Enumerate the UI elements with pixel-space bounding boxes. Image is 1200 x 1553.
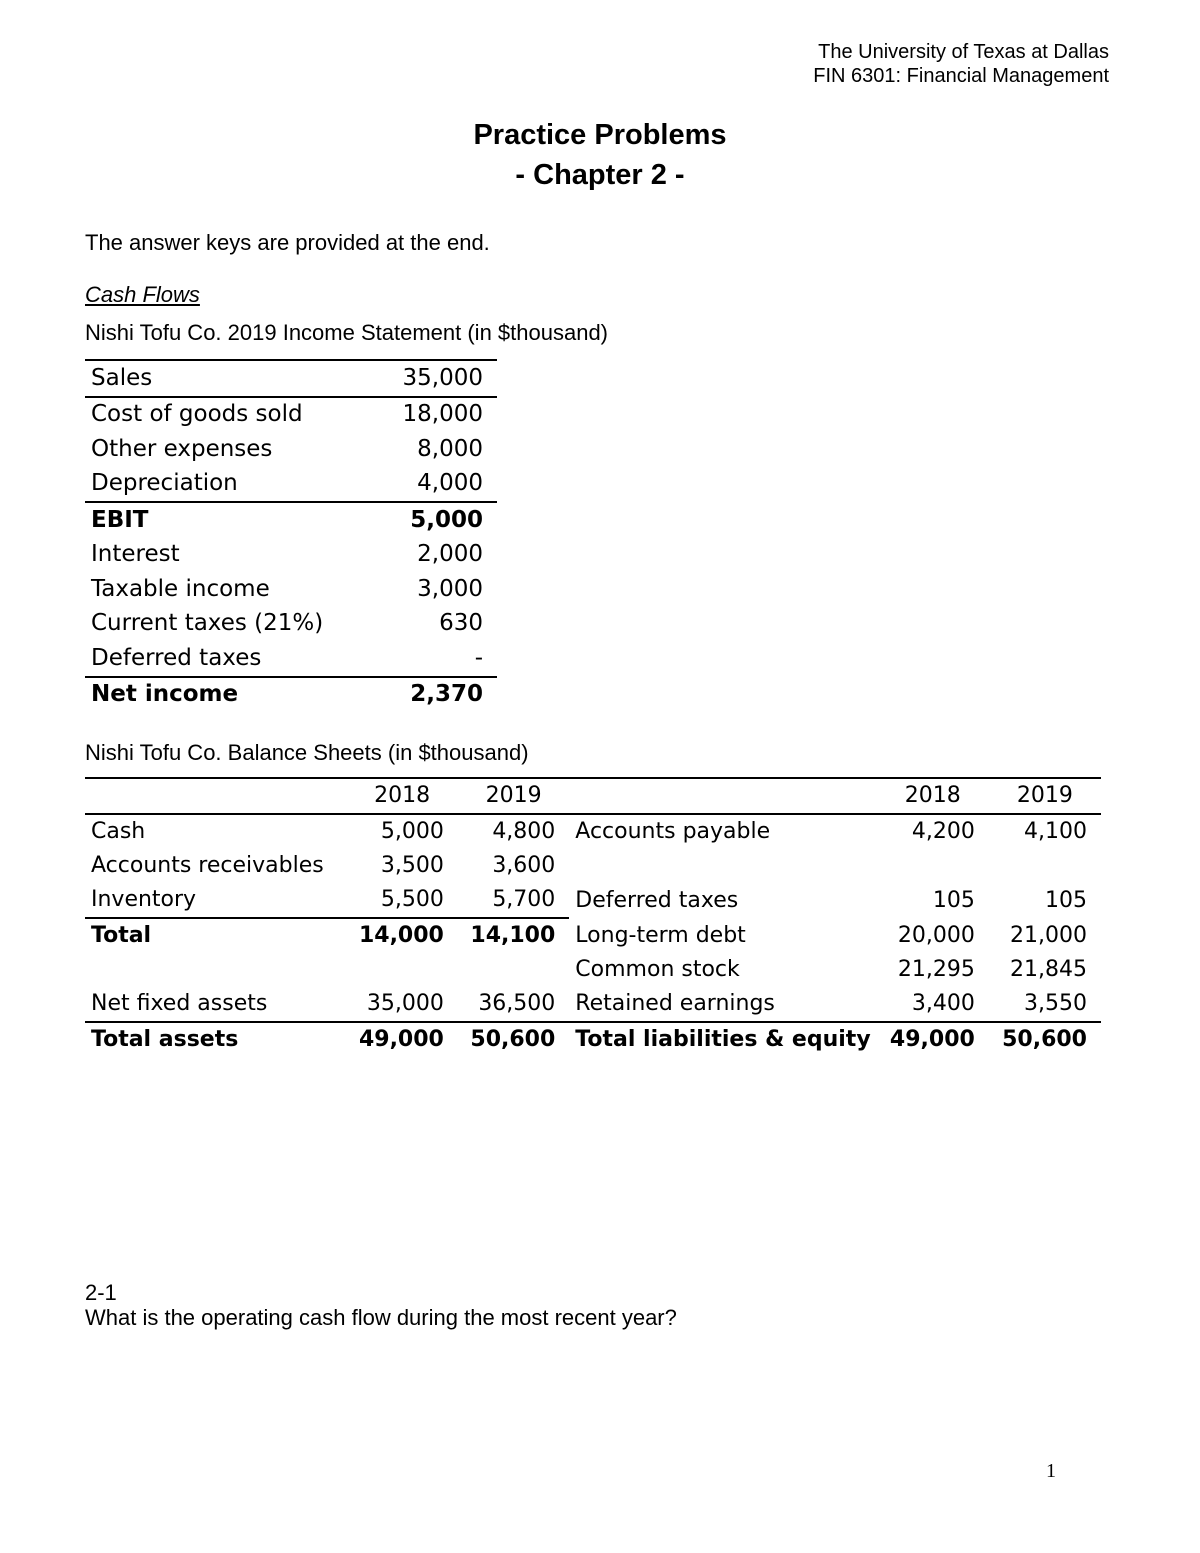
income-statement-table <box>85 359 497 712</box>
row-value: 4,000 <box>377 467 497 503</box>
row-label: EBIT <box>91 506 149 533</box>
asset-2019: 4,800 <box>492 819 556 844</box>
asset-2018: 5,000 <box>380 819 444 844</box>
liability-2019: 21,000 <box>1010 922 1087 948</box>
table-row <box>85 953 1101 987</box>
page-title <box>0 115 1200 195</box>
row-label: Other expenses <box>91 435 273 462</box>
liability-2019: 4,100 <box>1024 819 1087 844</box>
table-row <box>85 572 497 607</box>
table-row <box>85 538 497 573</box>
liability-2018 <box>877 849 989 883</box>
row-label: Cost of goods sold <box>91 401 303 428</box>
asset-2019: 14,100 <box>470 923 556 948</box>
asset-2018 <box>346 953 457 987</box>
liability-label: Total liabilities & equity <box>569 1022 876 1057</box>
question-text: What is the operating cash flow during the most recent year? <box>85 1305 677 1330</box>
title-line-2: - Chapter 2 - <box>515 159 685 191</box>
table-header-row <box>85 778 1101 814</box>
asset-label <box>85 953 346 987</box>
table-row <box>85 1022 1101 1057</box>
liability-2019: 105 <box>1045 887 1087 913</box>
row-label: Depreciation <box>85 467 377 503</box>
asset-label: Inventory <box>85 883 346 918</box>
asset-2019: 5,700 <box>458 883 569 918</box>
liability-label: Retained earnings <box>575 991 775 1016</box>
table-row <box>85 360 497 397</box>
document-header <box>813 40 1109 88</box>
liability-2018: 105 <box>932 887 975 913</box>
liability-2019: 21,845 <box>1010 957 1087 982</box>
liability-label: Deferred taxes <box>575 887 739 913</box>
table-row <box>85 883 1101 918</box>
liability-2018: 4,200 <box>911 819 975 844</box>
table-row <box>85 814 1101 849</box>
asset-2019: 50,600 <box>458 1022 569 1057</box>
row-label: Taxable income <box>91 575 270 602</box>
intro-text: The answer keys are provided at the end. <box>85 230 490 255</box>
title-line-1: Practice Problems <box>473 119 727 151</box>
asset-label: Accounts receivables <box>91 853 324 878</box>
course-name: FIN 6301: Financial Management <box>813 65 1109 87</box>
row-value: 2,000 <box>417 541 483 568</box>
asset-2018: 14,000 <box>358 923 444 948</box>
row-label: Interest <box>91 541 180 568</box>
page-number: 1 <box>1046 1460 1056 1482</box>
table-row <box>85 432 497 467</box>
row-label: Current taxes (21%) <box>91 610 324 637</box>
liability-2019: 50,600 <box>989 1022 1101 1057</box>
asset-2018: 3,500 <box>380 853 444 878</box>
row-value: 18,000 <box>402 401 483 428</box>
table-row <box>85 397 497 433</box>
row-value: - <box>377 641 497 677</box>
liability-2018: 3,400 <box>911 991 975 1016</box>
liability-label: Accounts payable <box>575 819 771 844</box>
table-row <box>85 502 497 538</box>
asset-label: Total assets <box>85 1022 346 1057</box>
liability-2018: 49,000 <box>877 1022 989 1057</box>
liability-2018: 20,000 <box>897 922 975 948</box>
row-value: 2,370 <box>410 681 483 708</box>
asset-2019: 3,600 <box>492 853 556 878</box>
liability-label: Common stock <box>575 957 740 982</box>
table-row <box>85 607 497 642</box>
column-header: 2018 <box>346 778 457 814</box>
table-row <box>85 641 497 677</box>
row-label: Sales <box>85 360 377 397</box>
asset-2019: 36,500 <box>478 991 556 1016</box>
row-value: 5,000 <box>410 506 483 533</box>
table-row <box>85 987 1101 1022</box>
column-header: 2019 <box>458 778 569 814</box>
liability-label: Long-term debt <box>575 922 746 948</box>
row-value: 35,000 <box>377 360 497 397</box>
asset-2018: 35,000 <box>366 991 444 1016</box>
asset-label: Total <box>91 923 152 948</box>
section-heading: Cash Flows <box>85 282 200 307</box>
asset-2018: 49,000 <box>346 1022 457 1057</box>
row-label: Deferred taxes <box>85 641 377 677</box>
table-row <box>85 677 497 713</box>
question-number: 2-1 <box>85 1280 117 1305</box>
income-statement-caption: Nishi Tofu Co. 2019 Income Statement (in $thousand) <box>85 320 609 345</box>
liability-2019 <box>989 849 1101 883</box>
row-value: 3,000 <box>417 575 483 602</box>
liability-2018: 21,295 <box>897 957 975 982</box>
table-row <box>85 467 497 503</box>
liability-label <box>569 849 876 883</box>
asset-2019 <box>458 953 569 987</box>
liability-2019: 3,550 <box>1024 991 1087 1016</box>
row-value: 630 <box>439 610 483 637</box>
column-header: 2018 <box>877 778 989 814</box>
column-header: 2019 <box>989 778 1101 814</box>
row-value: 8,000 <box>417 435 483 462</box>
table-row <box>85 918 1101 953</box>
university-name: The University of Texas at Dallas <box>818 41 1109 63</box>
asset-2018: 5,500 <box>346 883 457 918</box>
row-label: Net income <box>91 681 239 708</box>
balance-sheet-table <box>85 777 1101 1057</box>
asset-label: Cash <box>91 819 146 844</box>
table-row <box>85 849 1101 883</box>
asset-label: Net fixed assets <box>91 991 268 1016</box>
balance-sheet-caption: Nishi Tofu Co. Balance Sheets (in $thousand) <box>85 740 529 765</box>
